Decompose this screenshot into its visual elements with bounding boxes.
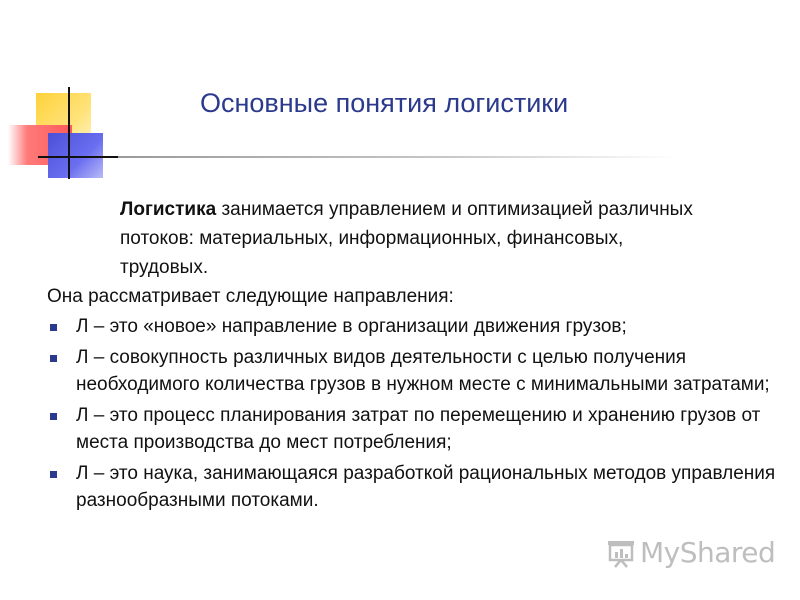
- square-bullet-icon: [50, 324, 57, 331]
- list-item-text: Л – это наука, занимающаяся разработкой рациональных методов управления разнообразными потоками.: [76, 463, 776, 511]
- presentation-board-icon: [606, 538, 636, 568]
- list-item-text: Л – это процесс планирования затрат по перемещению и хранению грузов от места производства до мест потребления;: [76, 405, 761, 453]
- list-item-text: Л – это «новое» направление в организации движения грузов;: [76, 316, 627, 337]
- square-bullet-icon: [50, 471, 57, 478]
- corner-logo-decoration: [0, 0, 140, 190]
- square-bullet-icon: [50, 413, 57, 420]
- slide-title: Основные понятия логистики: [200, 88, 569, 118]
- square-bullet-icon: [50, 355, 57, 362]
- intro-text: Она рассматривает следующие направления:: [47, 286, 454, 307]
- horizontal-rule-short: [38, 156, 118, 158]
- bullet-list: [48, 313, 778, 518]
- list-item: [48, 402, 778, 456]
- definition-term: Логистика: [120, 199, 217, 220]
- definition-paragraph: [120, 195, 710, 282]
- vertical-rule: [68, 87, 70, 179]
- watermark: [606, 536, 775, 569]
- watermark-text: MyShared: [640, 536, 776, 569]
- list-item: [48, 460, 778, 514]
- list-item: [48, 344, 778, 398]
- definition-text: занимается управлением и оптимизацией различных потоков: материальных, информационных, финансовых, трудовых.: [120, 199, 693, 278]
- list-item-text: Л – совокупность различных видов деятельности с целью получения необходимого количества грузов в нужном месте с минимальными затратами;: [76, 347, 770, 395]
- list-item: [48, 313, 778, 340]
- title-underline: [118, 156, 678, 158]
